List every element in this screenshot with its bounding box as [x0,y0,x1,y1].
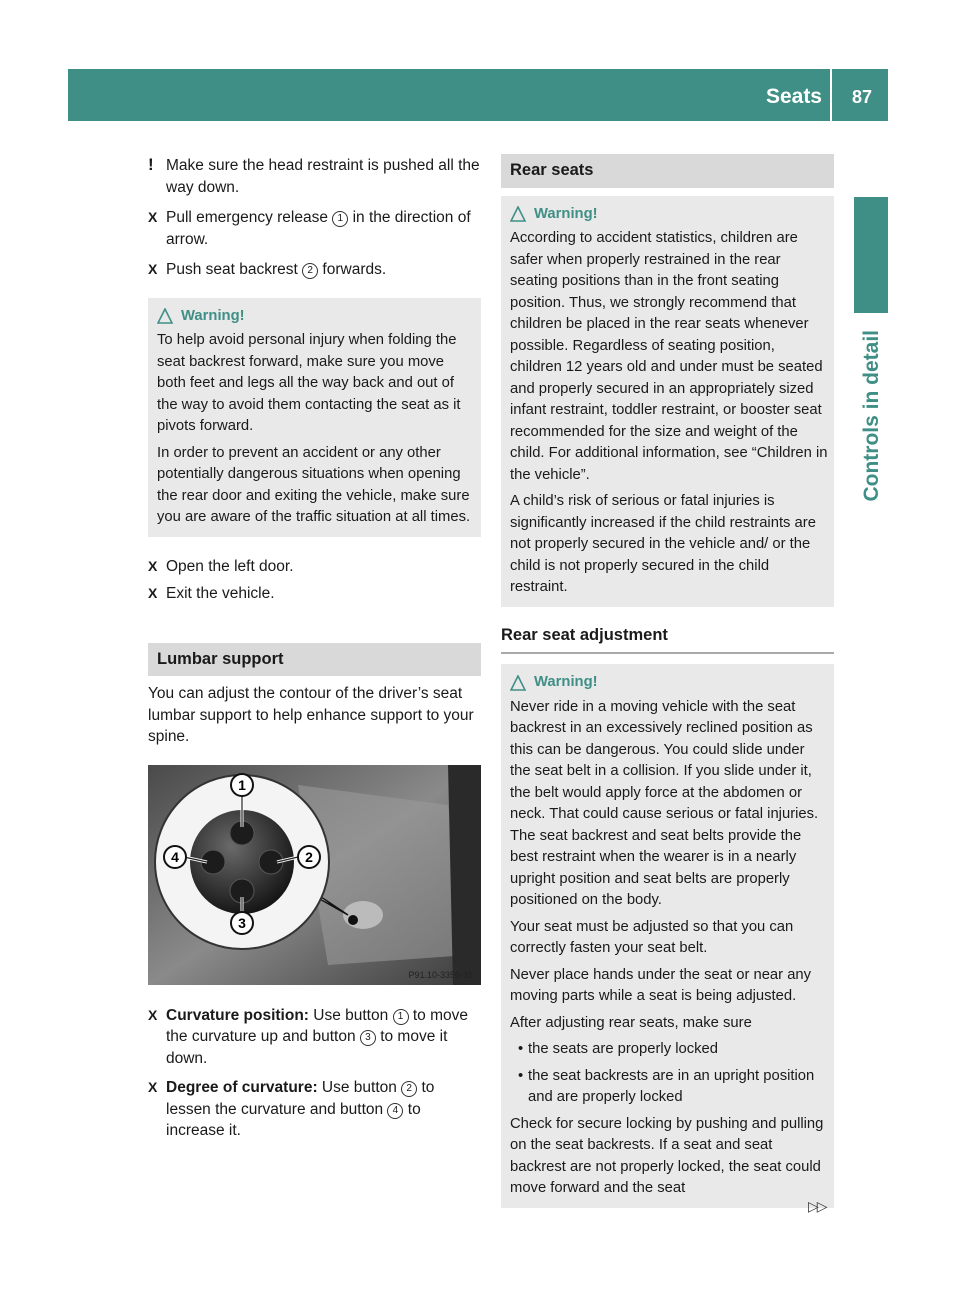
right-column [501,154,834,1208]
exclamation-icon: ! [148,155,154,174]
callout-3 [231,912,253,934]
step-x-icon: X [148,585,158,601]
warning-heading: Warning! [157,306,475,328]
warning-triangle-icon [510,675,526,691]
callout-2 [298,846,320,868]
warning-text: Check for secure locking by pushing and pulling on the seat backrests. If a seat and seat backrest are not properly locked, the seat could move forward and the seat [510,1115,824,1196]
callout-marker: 2 [401,1081,417,1097]
warning-box [148,298,481,537]
svg-text:4: 4 [171,848,179,865]
section-heading-lumbar: Lumbar support [148,643,481,677]
warning-box [501,664,834,1208]
left-column [148,155,481,1142]
section-heading-rear-seats: Rear seats [501,154,834,188]
callout-1 [231,774,253,796]
lumbar-support-photo [148,765,481,985]
step-x-icon: X [148,1079,158,1095]
callout-4 [164,846,186,868]
warning-triangle-icon [157,308,173,324]
warning-text: Never place hands under the seat or near any moving parts while a seat is being adjusted. [510,966,812,1004]
bullet-item: • the seat backrests are in an upright position and are properly locked [518,1067,815,1105]
svg-text:2: 2 [305,848,313,865]
warning-text: According to accident statistics, children are safer when properly restrained in the rear seating positions than in the front seating position. Thus, we strongly recommend that children be placed in the rear seats whenever possible. Regardless of seating position, children 12 years old and under must be seated and properly secured in an appropriately sized infant restraint, toddler restraint, or booster seat recommended for the size and weight of the child. For additional information, see “Children in the vehicle”. [510,230,828,483]
warning-text: After adjusting rear seats, make sure [510,1014,752,1031]
svg-text:1: 1 [238,776,246,793]
step-x-icon: X [148,1006,158,1023]
callout-marker: 3 [360,1030,376,1046]
page-number: 87 [851,87,872,107]
step-x-icon: X [148,557,158,574]
warning-heading: Warning! [510,204,828,226]
callout-marker: 4 [387,1103,403,1119]
step-item: X Curvature position: Use button 1 to move the curvature up and button 3 to move it down. [148,1006,468,1067]
step-item: X Exit the vehicle. [148,583,481,605]
warning-heading: Warning! [510,672,828,694]
page-header [68,69,888,121]
svg-text:3: 3 [238,914,246,931]
lumbar-intro: You can adjust the contour of the driver’s seat lumbar support to help enhance support to your spine. [148,685,474,745]
section-title: Seats [765,85,822,108]
subheading-rear-seat-adjustment: Rear seat adjustment [501,625,834,655]
continued-arrows-icon: ▷▷ [808,1198,826,1214]
bullet-item: • the seats are properly locked [510,1039,828,1061]
note-item: ! Make sure the head restraint is pushed all the way down. [148,155,480,196]
callout-marker: 1 [332,211,348,227]
image-code: P91.10-3356-31 [408,969,473,980]
step-x-icon: X [148,209,158,225]
callout-marker: 2 [302,263,318,279]
step-x-icon: X [148,261,158,277]
callout-marker: 1 [393,1009,409,1025]
warning-text: A child’s risk of serious or fatal injuries is significantly increased if the child restraints are not properly secured in the vehicle and/ or the child is not properly secured in the child restraint. [510,493,816,595]
bullet-icon: • [518,1041,524,1057]
bullet-icon: • [518,1067,524,1084]
warning-triangle-icon [510,206,526,222]
step-item: X Pull emergency release 1 in the direction of arrow. [148,209,471,248]
side-tab-marker [854,197,888,313]
step-item: X Degree of curvature: Use button 2 to lessen the curvature and button 4 to increase it. [148,1079,435,1139]
warning-text: Never ride in a moving vehicle with the seat backrest in an excessively reclined position as this can be dangerous. You could slide under the seat belt in a collision. If you slide under it, the belt would apply force at the abdomen or neck. That could cause serious or fatal injuries. The seat backrest and seat belts provide the best restraint when the wearer is in a nearly upright position and seat belts are properly positioned on the body. [510,698,819,908]
warning-text: In order to prevent an accident or any other potentially dangerous situations when opening the rear door and exiting the vehicle, make sure you are aware of the traffic situation at all times. [157,444,471,525]
step-item: X Open the left door. [148,556,481,578]
step-item: X Push seat backrest 2 forwards. [148,259,481,281]
warning-text: Your seat must be adjusted so that you can correctly fasten your seat belt. [510,918,794,956]
warning-box [501,196,834,607]
warning-text: To help avoid personal injury when folding the seat backrest forward, make sure you move both feet and legs all the way back and out of the way to avoid them contacting the seat as it pivots forward. [157,332,461,434]
chapter-label: Controls in detail [860,330,883,502]
header-divider [830,69,832,121]
